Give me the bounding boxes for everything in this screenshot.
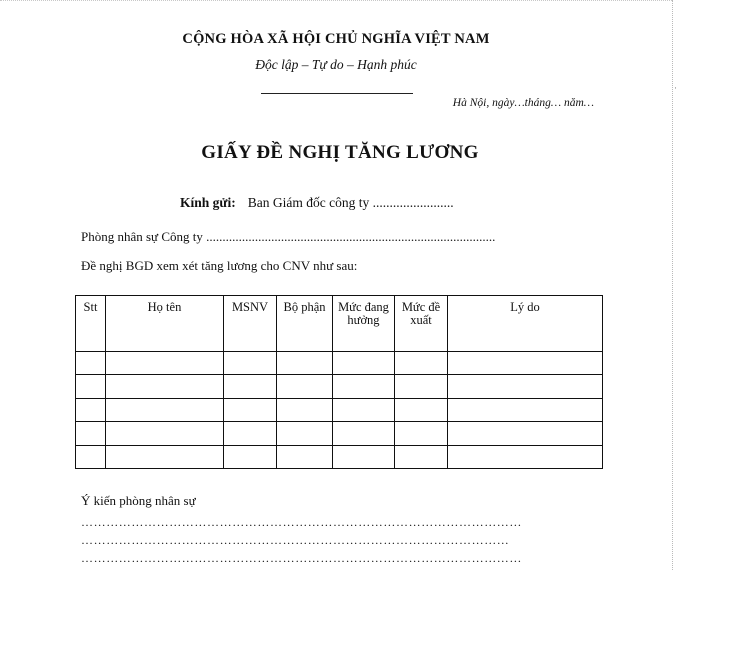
- table-cell: [76, 422, 106, 445]
- header-current-salary: Mức đang hưởng: [333, 296, 395, 352]
- table-cell: [277, 445, 333, 468]
- salary-request-table: [75, 295, 603, 469]
- recipient-label: Kính gửi:: [180, 195, 236, 210]
- table-header-row: [76, 296, 603, 352]
- table-cell: [448, 445, 603, 468]
- table-cell: [448, 352, 603, 375]
- table-cell: [333, 422, 395, 445]
- table-cell: [224, 422, 277, 445]
- margin-marker: ·: [674, 83, 677, 93]
- table-cell: [277, 422, 333, 445]
- table-cell: [76, 445, 106, 468]
- table-cell: [76, 352, 106, 375]
- motto-underline: [261, 93, 413, 94]
- table-body: [76, 352, 603, 469]
- national-motto: Độc lập – Tự do – Hạnh phúc: [255, 57, 417, 72]
- recipient-line: [180, 195, 454, 211]
- table-cell: [333, 375, 395, 398]
- request-line: Đề nghị BGD xem xét tăng lương cho CNV như sau:: [81, 258, 358, 273]
- table-cell: [448, 375, 603, 398]
- dotted-line: …………………………………………………………………………………………: [81, 533, 510, 547]
- table-cell: [333, 352, 395, 375]
- page-top-edge: [0, 0, 672, 2]
- dotted-line: ……………………………………………………………………………………………: [81, 515, 522, 529]
- document-title: GIẤY ĐỀ NGHỊ TĂNG LƯƠNG: [201, 142, 479, 163]
- table-cell: [448, 398, 603, 421]
- header-stt: Stt: [76, 296, 106, 352]
- header-proposed-salary: Mức đề xuất: [395, 296, 448, 352]
- department-line: Phòng nhân sự Công ty .........................................................................................: [81, 229, 496, 244]
- table-cell: [333, 398, 395, 421]
- table-cell: [224, 375, 277, 398]
- table-cell: [76, 398, 106, 421]
- table-row: [76, 375, 603, 398]
- table-cell: [395, 398, 448, 421]
- header-full-name: Họ tên: [106, 296, 224, 352]
- table-cell: [106, 375, 224, 398]
- table-row: [76, 445, 603, 468]
- table-cell: [448, 422, 603, 445]
- place-date-line: Hà Nội, ngày…tháng… năm…: [452, 97, 594, 109]
- header-department: Bộ phận: [277, 296, 333, 352]
- header-reason: Lý do: [448, 296, 603, 352]
- table-cell: [224, 445, 277, 468]
- table-cell: [395, 422, 448, 445]
- recipient-value: Ban Giám đốc công ty ........................: [247, 195, 454, 210]
- table-cell: [277, 352, 333, 375]
- table-cell: [395, 445, 448, 468]
- table-cell: [106, 352, 224, 375]
- table-row: [76, 352, 603, 375]
- table-cell: [224, 352, 277, 375]
- table-cell: [277, 398, 333, 421]
- table-cell: [395, 375, 448, 398]
- table-cell: [224, 398, 277, 421]
- table-row: [76, 398, 603, 421]
- table-cell: [333, 445, 395, 468]
- table-row: [76, 422, 603, 445]
- country-heading: CỘNG HÒA XÃ HỘI CHỦ NGHĨA VIỆT NAM: [182, 31, 490, 47]
- hr-opinion-label: Ý kiến phòng nhân sự: [81, 493, 196, 508]
- header-employee-id: MSNV: [224, 296, 277, 352]
- table-cell: [395, 352, 448, 375]
- table-cell: [106, 422, 224, 445]
- table-cell: [277, 375, 333, 398]
- table-cell: [106, 445, 224, 468]
- table-cell: [106, 398, 224, 421]
- table-cell: [76, 375, 106, 398]
- dotted-line: ……………………………………………………………………………………………: [81, 551, 522, 565]
